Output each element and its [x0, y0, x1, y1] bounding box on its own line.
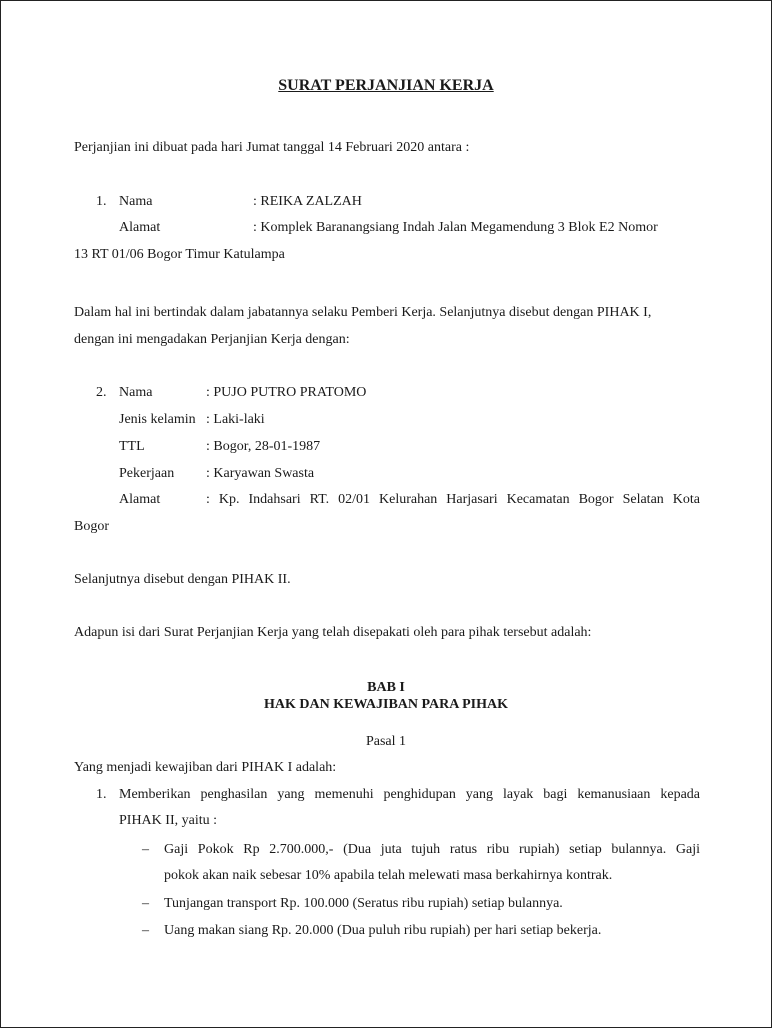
bullet1-line1: Gaji Pokok Rp 2.700.000,- (Dua juta tujuh ratus ribu rupiah) setiap bulannya. Gaji	[164, 842, 700, 857]
party2-ttl-value: : Bogor, 28-01-1987	[206, 439, 321, 454]
party1-number: 1.	[96, 194, 107, 209]
bullet3-text: Uang makan siang Rp. 20.000 (Dua puluh ribu rupiah) per hari setiap bekerja.	[164, 923, 602, 938]
party1-address-label: Alamat	[119, 220, 161, 235]
bullet2-text: Tunjangan transport Rp. 100.000 (Seratus ribu rupiah) setiap bulannya.	[164, 896, 563, 911]
article-label: Pasal 1	[365, 734, 407, 749]
party1-name-label: Nama	[119, 194, 153, 209]
item1-line1: Memberikan penghasilan yang memenuhi penghidupan yang layak bagi kemanusiaan kepada	[119, 787, 700, 802]
intro-text: Perjanjian ini dibuat pada hari Jumat tanggal 14 Februari 2020 antara :	[74, 140, 470, 155]
party1-name-value: : REIKA ZALZAH	[253, 194, 362, 209]
party2-address-label: Alamat	[119, 492, 161, 507]
party1-role-line2: dengan ini mengadakan Perjanjian Kerja dengan:	[74, 332, 350, 347]
bullet1-line2: pokok akan naik sebesar 10% apabila telah melewati masa berkahirnya kontrak.	[164, 868, 613, 883]
chapter-title: HAK DAN KEWAJIBAN PARA PIHAK	[264, 697, 508, 712]
party1-address-value: : Komplek Baranangsiang Indah Jalan Megamendung 3 Blok E2 Nomor	[253, 220, 658, 235]
item1-line2: PIHAK II, yaitu :	[119, 813, 217, 828]
party2-gender-label: Jenis kelamin	[119, 412, 196, 427]
content-intro: Adapun isi dari Surat Perjanjian Kerja yang telah disepakati oleh para pihak tersebut adalah:	[74, 625, 592, 640]
party1-address-cont: 13 RT 01/06 Bogor Timur Katulampa	[74, 247, 285, 262]
party2-gender-value: : Laki-laki	[206, 412, 265, 427]
party2-name-value: : PUJO PUTRO PRATOMO	[206, 385, 367, 400]
party2-job-value: : Karyawan Swasta	[206, 466, 315, 481]
chapter-label: BAB I	[367, 680, 405, 695]
party2-name-label: Nama	[119, 385, 153, 400]
party2-number: 2.	[96, 385, 107, 400]
party1-role-line1: Dalam hal ini bertindak dalam jabatannya selaku Pemberi Kerja. Selanjutnya disebut dengan PIHAK I,	[74, 305, 652, 320]
bullet-dash-icon: –	[142, 896, 149, 911]
party2-role: Selanjutnya disebut dengan PIHAK II.	[74, 572, 291, 587]
party2-ttl-label: TTL	[119, 439, 145, 454]
document-title: SURAT PERJANJIAN KERJA	[278, 77, 494, 94]
article-intro: Yang menjadi kewajiban dari PIHAK I adalah:	[74, 760, 337, 775]
bullet-dash-icon: –	[142, 842, 149, 857]
item1-number: 1.	[96, 787, 107, 802]
bullet-dash-icon: –	[142, 923, 149, 938]
party2-job-label: Pekerjaan	[119, 466, 175, 481]
party2-address-value: : Kp. Indahsari RT. 02/01 Kelurahan Harjasari Kecamatan Bogor Selatan Kota	[206, 492, 700, 507]
party2-address-cont: Bogor	[74, 519, 109, 534]
